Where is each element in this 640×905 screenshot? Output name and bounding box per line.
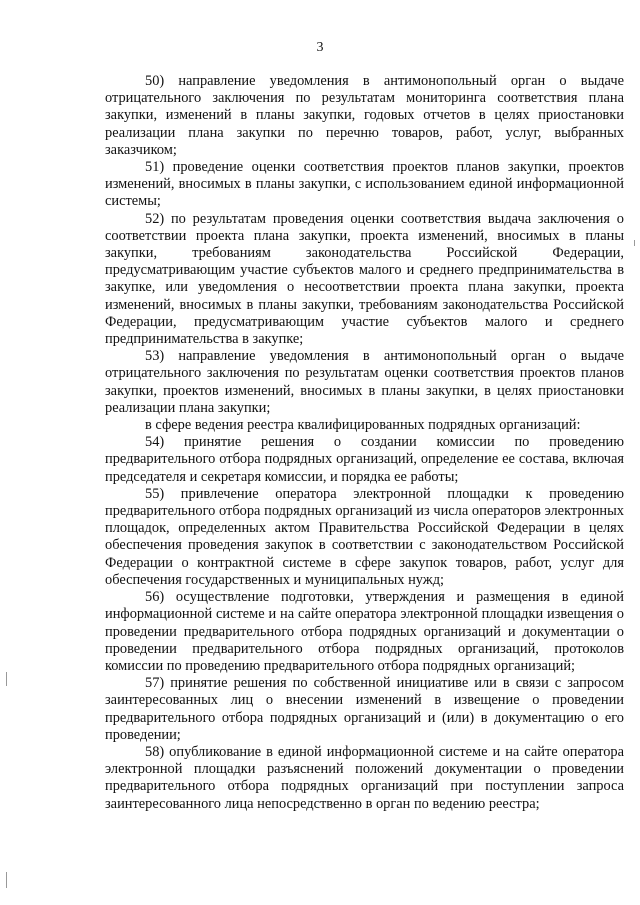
paragraph-item-50: 50) направление уведомления в антимонопольный орган о выдаче отрицательного заключения по результатам мониторинга соответствия плана закупки, изменений в планы закупки, годовых отчетов в целях приостановки реализации плана закупки по перечню товаров, работ, услуг, выбранных заказчиком; — [105, 73, 624, 158]
paragraph-item-57: 57) принятие решения по собственной инициативе или в связи с запросом заинтересованных лиц о внесении изменений в извещение о проведении предварительного отбора подрядных организаций и (или) в документацию о его проведении; — [105, 675, 624, 743]
scan-margin-mark — [6, 872, 7, 888]
scan-margin-mark — [634, 240, 635, 246]
paragraph-item-52: 52) по результатам проведения оценки соответствия выдача заключения о соответствии проекта плана закупки, проекта изменений, вносимых в планы закупки, требованиям законодательства Российской Федерации, предусматривающим участие субъектов малого и среднего предпринимательства в закупке, или уведомления о несоответствии проекта плана закупки, проекта изменений, вносимых в планы закупки, требованиям законодательства Российской Федерации, предусматривающим участие субъектов малого и среднего предпринимательства в закупке; — [105, 210, 624, 348]
scan-margin-mark — [6, 672, 7, 686]
paragraph-item-54: 54) принятие решения о создании комиссии по проведению предварительного отбора подрядных организаций, определение ее состава, включая председателя и секретаря комиссии, и порядка ее работы; — [105, 434, 624, 485]
section-heading-registry: в сфере ведения реестра квалифицированных подрядных организаций: — [145, 417, 581, 434]
paragraph-item-53: 53) направление уведомления в антимонопольный орган о выдаче отрицательного заключения по результатам оценки соответствия проектов планов закупки, проектов изменений, вносимых в планы закупки, в целях приостановки реализации плана закупки; — [105, 348, 624, 416]
paragraph-item-55: 55) привлечение оператора электронной площадки к проведению предварительного отбора подрядных организаций из числа операторов электронных площадок, определенных актом Правительства Российской Федерации в целях обеспечения проведения закупок в соответствии с законодательством Российской Федерации о контрактной системе в сфере закупок товаров, работ, услуг для обеспечения государственных и муниципальных нужд; — [105, 485, 624, 588]
paragraph-item-58: 58) опубликование в единой информационной системе и на сайте оператора электронной площадки разъяснений положений документации о проведении предварительного отбора подрядных организаций при поступлении запроса заинтересованного лица непосредственно в орган по ведению реестра; — [105, 743, 624, 812]
paragraph-item-56: 56) осуществление подготовки, утверждения и размещения в единой информационной системе и на сайте оператора электронной площадки извещения о проведении предварительного отбора подрядных организаций и документации о проведении предварительного отбора подрядных организаций, протоколов комиссии по проведению предварительного отбора подрядных организаций; — [105, 589, 624, 674]
page-number: 3 — [316, 40, 324, 55]
paragraph-item-51: 51) проведение оценки соответствия проектов планов закупки, проектов изменений, вносимых в планы закупки, с использованием единой информационной системы; — [105, 159, 624, 210]
document-body — [105, 73, 624, 813]
